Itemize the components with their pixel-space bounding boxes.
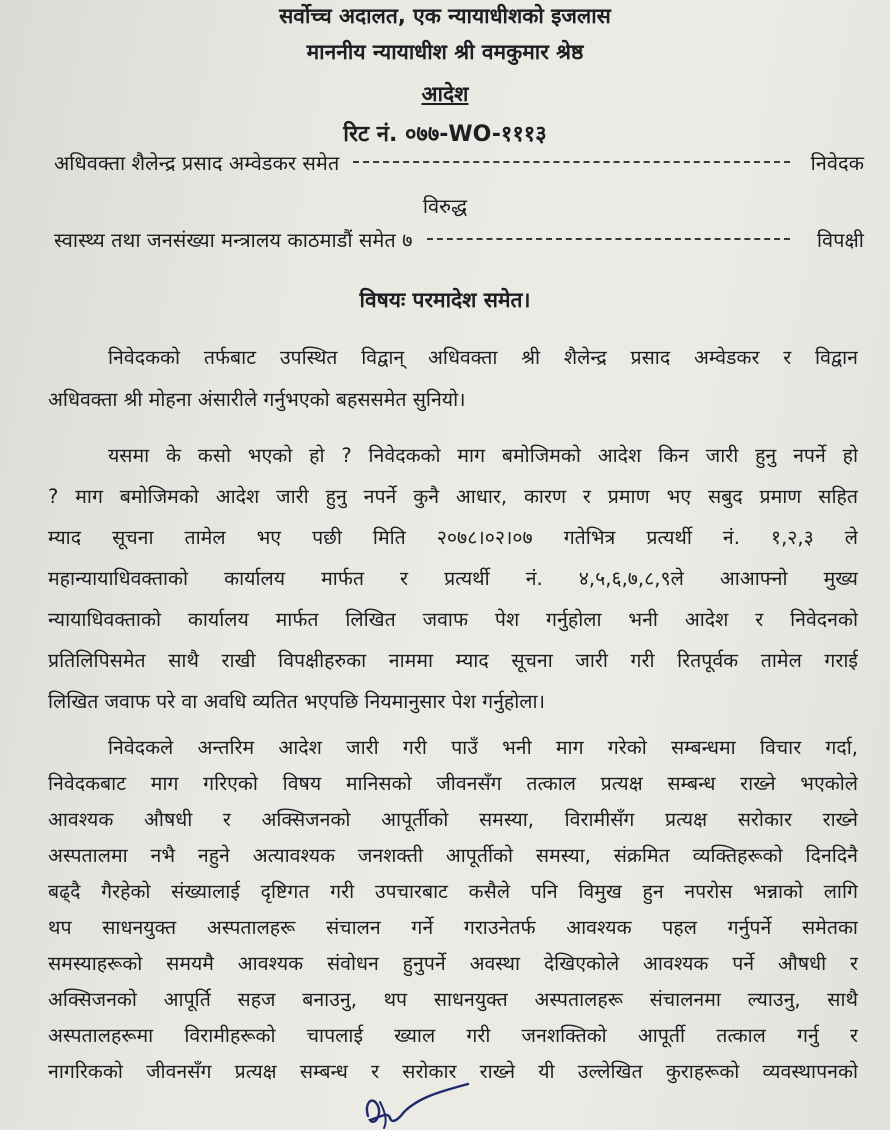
body-line: नागरिकको जीवनसँग प्रत्यक्ष सम्बन्ध र सरोकार राख्ने यी उल्लेखित कुराहरूको व्यवस्थापनको (48, 1060, 858, 1083)
court-heading: सर्वोच्च अदालत, एक न्यायाधीशको इजलास (279, 4, 611, 28)
body-line: समस्याहरूको समयमै आवश्यक संवोधन हुनुपर्ने अवस्था देखिएकोले आवश्यक पर्ने औषधी र (48, 952, 858, 975)
respondent-row (54, 222, 864, 256)
judge-name: माननीय न्यायाधीश श्री वमकुमार श्रेष्ठ (306, 40, 584, 64)
dashed-divider (353, 161, 790, 163)
dashed-divider (427, 238, 790, 240)
body-line: अस्पतालमा नभै नहुने अत्यावश्यक जनशक्ती आपूर्तीको समस्या, संक्रमित व्यक्तिहरूको दिनदिनै (48, 844, 858, 867)
respondent-name: स्वास्थ्य तथा जनसंख्या मन्त्रालय काठमाडौं समेत ७ (54, 227, 413, 252)
petitioner-role: निवेदक (810, 150, 864, 175)
body-line: निवेदकले अन्तरिम आदेश जारी गरी पाउँ भनी माग गरेको सम्बन्धमा विचार गर्दा, (108, 736, 858, 759)
case-number: रिट नं. ०७७-WO-१११३ (343, 122, 547, 147)
body-line: अस्पतालहरूमा विरामीहरूको चापलाई ख्याल गरी जनशक्तिको आपूर्ती तत्काल गर्नु र (48, 1024, 858, 1047)
signature-icon (358, 1076, 478, 1130)
respondent-role: विपक्षी (816, 227, 864, 252)
body-line: महान्यायाधिवक्ताको कार्यालय मार्फत र प्रत्यर्थी नं. ४,५,६,७,८,९ले आआफ्नो मुख्य (48, 567, 858, 590)
petitioner-row (54, 145, 864, 179)
body-line: अक्सिजनको आपूर्ति सहज बनाउनु, थप साधनयुक्त अस्पतालहरू संचालनमा ल्याउनु, साथै (48, 988, 858, 1011)
body-line: बढ्दै गैरहेको संख्यालाई दृष्टिगत गरी उपचारबाट कसैले पनि विमुख हुन नपरोस भन्नाको लागि (48, 880, 858, 903)
body-line: अधिवक्ता श्री मोहना अंसारीले गर्नुभएको बहससमेत सुनियो। (48, 388, 466, 411)
subject-line: विषयः परमादेश समेत। (359, 288, 531, 312)
body-line: ? माग बमोजिमको आदेश जारी हुनु नपर्ने कुनै आधार, कारण र प्रमाण भए सबुद प्रमाण सहित (48, 485, 858, 508)
versus-label: विरुद्ध (422, 194, 468, 218)
body-line: थप साधनयुक्त अस्पतालहरू संचालन गर्ने गराउनेतर्फ आवश्यक पहल गर्नुपर्ने समेतका (48, 916, 858, 939)
body-line: निवेदकको तर्फबाट उपस्थित विद्वान् अधिवक्ता श्री शैलेन्द्र प्रसाद अम्वेडकर र विद्वान (108, 346, 858, 369)
body-line: न्यायाधिवक्ताको कार्यालय मार्फत लिखित जवाफ पेश गर्नुहोला भनी आदेश र निवेदनको (48, 608, 858, 631)
body-line: यसमा के कसो भएको हो ? निवेदकको माग बमोजिमको आदेश किन जारी हुनु नपर्ने हो (108, 444, 858, 467)
order-title: आदेश (421, 82, 469, 106)
body-line: निवेदकबाट माग गरिएको विषय मानिसको जीवनसँग तत्काल प्रत्यक्ष सम्बन्ध राख्ने भएकोले (48, 772, 858, 795)
body-line: म्याद सूचना तामेल भए पछी मिति २०७८।०२।०७ गतेभित्र प्रत्यर्थी नं. १,२,३ ले (48, 526, 858, 549)
body-line: लिखित जवाफ परे वा अवधि व्यतित भएपछि नियमानुसार पेश गर्नुहोला। (48, 690, 545, 713)
body-line: प्रतिलिपिसमेत साथै राखी विपक्षीहरुका नाममा म्याद सूचना जारी गरी रितपूर्वक तामेल गराई (48, 649, 858, 672)
body-line: आवश्यक औषधी र अक्सिजनको आपूर्तीको समस्या, विरामीसँग प्रत्यक्ष सरोकार राख्ने (48, 808, 858, 831)
petitioner-name: अधिवक्ता शैलेन्द्र प्रसाद अम्वेडकर समेत (54, 150, 340, 175)
